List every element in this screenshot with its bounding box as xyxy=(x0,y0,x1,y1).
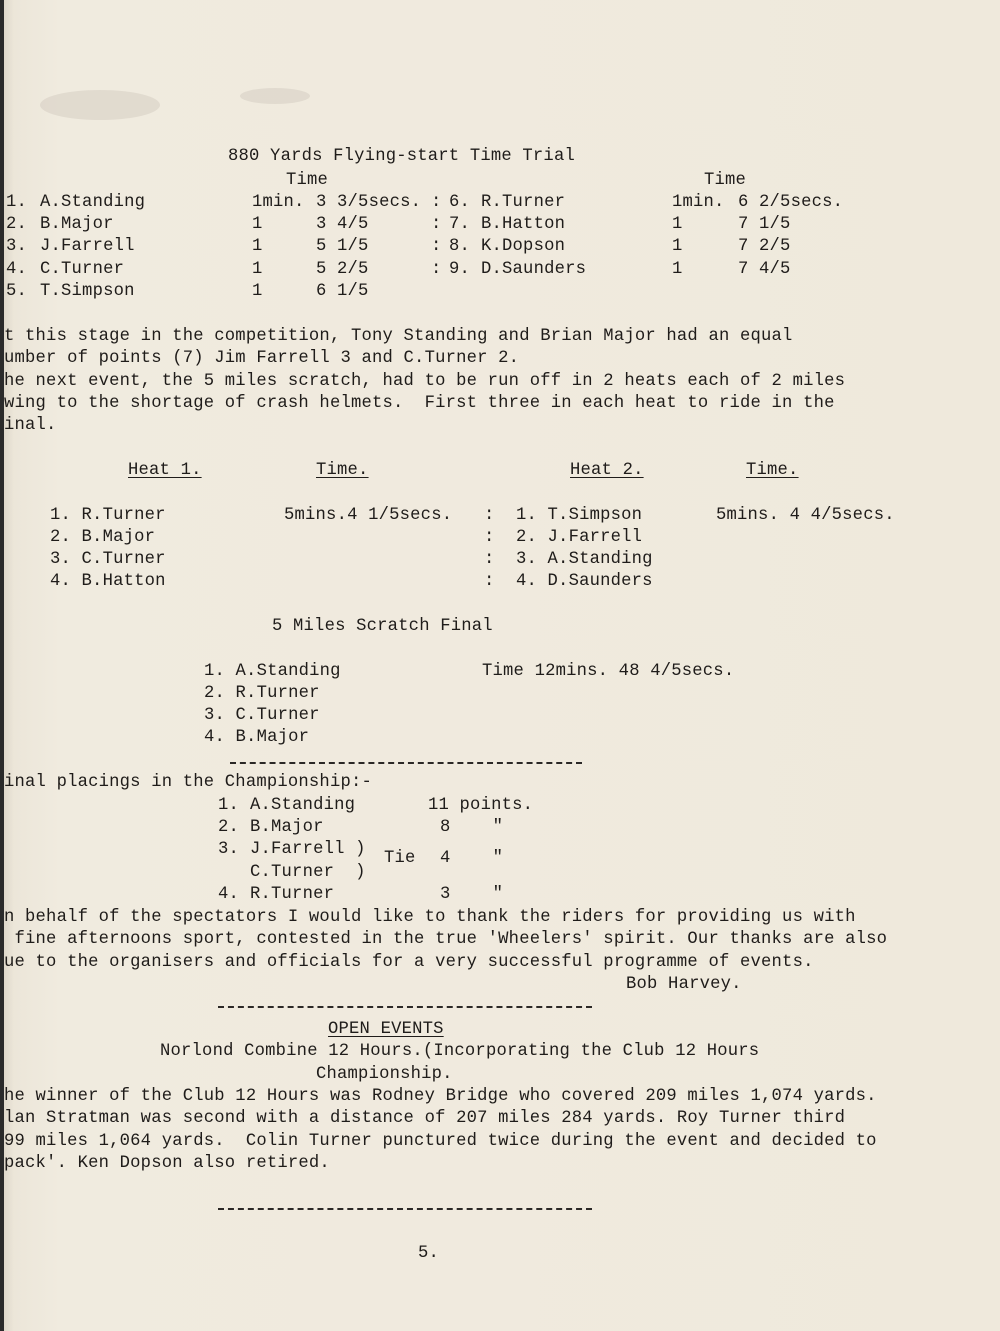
final-entry: 4. B.Major xyxy=(204,728,310,747)
trial-pos: 2. xyxy=(6,215,28,234)
paragraph-line: lan Stratman was second with a distance of 207 miles 284 yards. Roy Turner third xyxy=(4,1109,846,1128)
paper-smudge xyxy=(240,88,310,104)
heat2-entry: 3. A.Standing xyxy=(516,550,653,569)
paragraph-line: inal. xyxy=(4,416,57,435)
open-events-subheading: Championship. xyxy=(316,1065,453,1084)
open-events-subheading: Norlond Combine 12 Hours.(Incorporating the Club 12 Hours xyxy=(160,1042,760,1061)
champ-name: R.Turner xyxy=(250,885,335,904)
paragraph-line: n behalf of the spectators I would like to thank the riders for providing us with xyxy=(4,908,856,927)
heat1-heading: Heat 1. xyxy=(128,461,202,480)
signature: Bob Harvey. xyxy=(626,975,742,994)
paragraph-line: t this stage in the competition, Tony Standing and Brian Major had an equal xyxy=(4,327,793,346)
heat1-entry: 1. R.Turner xyxy=(50,506,166,525)
trial-name: C.Turner xyxy=(40,260,125,279)
final-time: Time 12mins. 48 4/5secs. xyxy=(482,662,735,681)
trial-pos: 8. xyxy=(449,237,471,256)
trial-sec: 5 2/5 xyxy=(316,260,369,279)
trial-sec: 3 3/5secs. xyxy=(316,193,422,212)
final-entry: 2. R.Turner xyxy=(204,684,320,703)
champ-pos: 4. xyxy=(218,885,240,904)
final-entry: 3. C.Turner xyxy=(204,706,320,725)
trial-sec: 6 2/5secs. xyxy=(738,193,844,212)
heat1-time: 5mins.4 1/5secs. xyxy=(284,506,453,525)
trial-name: A.Standing xyxy=(40,193,146,212)
column-separator: : xyxy=(484,572,495,591)
trial-name: K.Dopson xyxy=(481,237,566,256)
paragraph-line: fine afternoons sport, contested in the true 'Wheelers' spirit. Our thanks are also xyxy=(4,930,888,949)
trial-name: B.Major xyxy=(40,215,114,234)
paragraph-line: pack'. Ken Dopson also retired. xyxy=(4,1154,330,1173)
trial-pos: 6. xyxy=(449,193,471,212)
page-number: 5. xyxy=(418,1244,440,1263)
heat2-time: 5mins. 4 4/5secs. xyxy=(716,506,895,525)
trial-pos: 9. xyxy=(449,260,471,279)
heat2-entry: 4. D.Saunders xyxy=(516,572,653,591)
champ-name: A.Standing xyxy=(250,796,356,815)
champ-pos: 1. xyxy=(218,796,240,815)
column-separator: : xyxy=(484,506,495,525)
champ-points: 3 " xyxy=(440,885,504,904)
time-header-left: Time xyxy=(286,171,329,190)
champ-points: 4 " xyxy=(440,849,504,868)
trial-min: 1 xyxy=(672,260,683,279)
trial-pos: 1. xyxy=(6,193,28,212)
dashed-divider xyxy=(230,762,582,764)
trial-name: R.Turner xyxy=(481,193,566,212)
heat2-entry: 1. T.Simpson xyxy=(516,506,643,525)
trial-pos: 3. xyxy=(6,237,28,256)
column-separator: : xyxy=(431,193,442,212)
champ-pos: 3. xyxy=(218,840,240,859)
time-header-right: Time xyxy=(704,171,747,190)
heat1-entry: 2. B.Major xyxy=(50,528,156,547)
trial-sec: 7 2/5 xyxy=(738,237,791,256)
paper-smudge xyxy=(40,90,160,120)
column-separator: : xyxy=(431,260,442,279)
paragraph-line: wing to the shortage of crash helmets. First three in each heat to ride in the xyxy=(4,394,835,413)
trial-min: 1 xyxy=(672,237,683,256)
heat1-entry: 3. C.Turner xyxy=(50,550,166,569)
trial-title: 880 Yards Flying-start Time Trial xyxy=(228,147,575,166)
trial-sec: 7 1/5 xyxy=(738,215,791,234)
column-separator: : xyxy=(484,528,495,547)
heat1-time-heading: Time. xyxy=(316,461,369,480)
champ-name: J.Farrell ) xyxy=(250,840,366,859)
heat2-time-heading: Time. xyxy=(746,461,799,480)
dashed-divider xyxy=(218,1208,592,1210)
open-events-heading: OPEN EVENTS xyxy=(328,1020,444,1039)
trial-sec: 6 1/5 xyxy=(316,282,369,301)
champ-points: 11 points. xyxy=(428,796,534,815)
dashed-divider xyxy=(218,1006,592,1008)
trial-sec: 7 4/5 xyxy=(738,260,791,279)
trial-sec: 5 1/5 xyxy=(316,237,369,256)
heat2-entry: 2. J.Farrell xyxy=(516,528,643,547)
final-entry: 1. A.Standing xyxy=(204,662,341,681)
trial-name: T.Simpson xyxy=(40,282,135,301)
trial-min: 1 xyxy=(252,215,263,234)
trial-name: D.Saunders xyxy=(481,260,587,279)
trial-name: J.Farrell xyxy=(40,237,135,256)
champ-points: 8 " xyxy=(440,818,504,837)
trial-min: 1min. xyxy=(672,193,725,212)
tie-label: Tie xyxy=(384,849,416,868)
champ-pos: 2. xyxy=(218,818,240,837)
trial-min: 1 xyxy=(252,282,263,301)
paragraph-line: he winner of the Club 12 Hours was Rodney Bridge who covered 209 miles 1,074 yards. xyxy=(4,1087,877,1106)
champ-name: B.Major xyxy=(250,818,324,837)
trial-min: 1 xyxy=(672,215,683,234)
column-separator: : xyxy=(484,550,495,569)
column-separator: : xyxy=(431,237,442,256)
championship-heading: inal placings in the Championship:- xyxy=(4,773,372,792)
paragraph-line: umber of points (7) Jim Farrell 3 and C.Turner 2. xyxy=(4,349,520,368)
paragraph-line: ue to the organisers and officials for a very successful programme of events. xyxy=(4,953,814,972)
trial-min: 1 xyxy=(252,237,263,256)
heat2-heading: Heat 2. xyxy=(570,461,644,480)
champ-name: C.Turner ) xyxy=(250,863,366,882)
paragraph-line: he next event, the 5 miles scratch, had to be run off in 2 heats each of 2 miles xyxy=(4,372,846,391)
trial-name: B.Hatton xyxy=(481,215,566,234)
final-title: 5 Miles Scratch Final xyxy=(272,617,493,636)
trial-pos: 5. xyxy=(6,282,28,301)
column-separator: : xyxy=(431,215,442,234)
trial-pos: 7. xyxy=(449,215,471,234)
trial-pos: 4. xyxy=(6,260,28,279)
heat1-entry: 4. B.Hatton xyxy=(50,572,166,591)
trial-min: 1 xyxy=(252,260,263,279)
paragraph-line: 99 miles 1,064 yards. Colin Turner punctured twice during the event and decided to xyxy=(4,1132,877,1151)
trial-min: 1min. xyxy=(252,193,305,212)
trial-sec: 3 4/5 xyxy=(316,215,369,234)
